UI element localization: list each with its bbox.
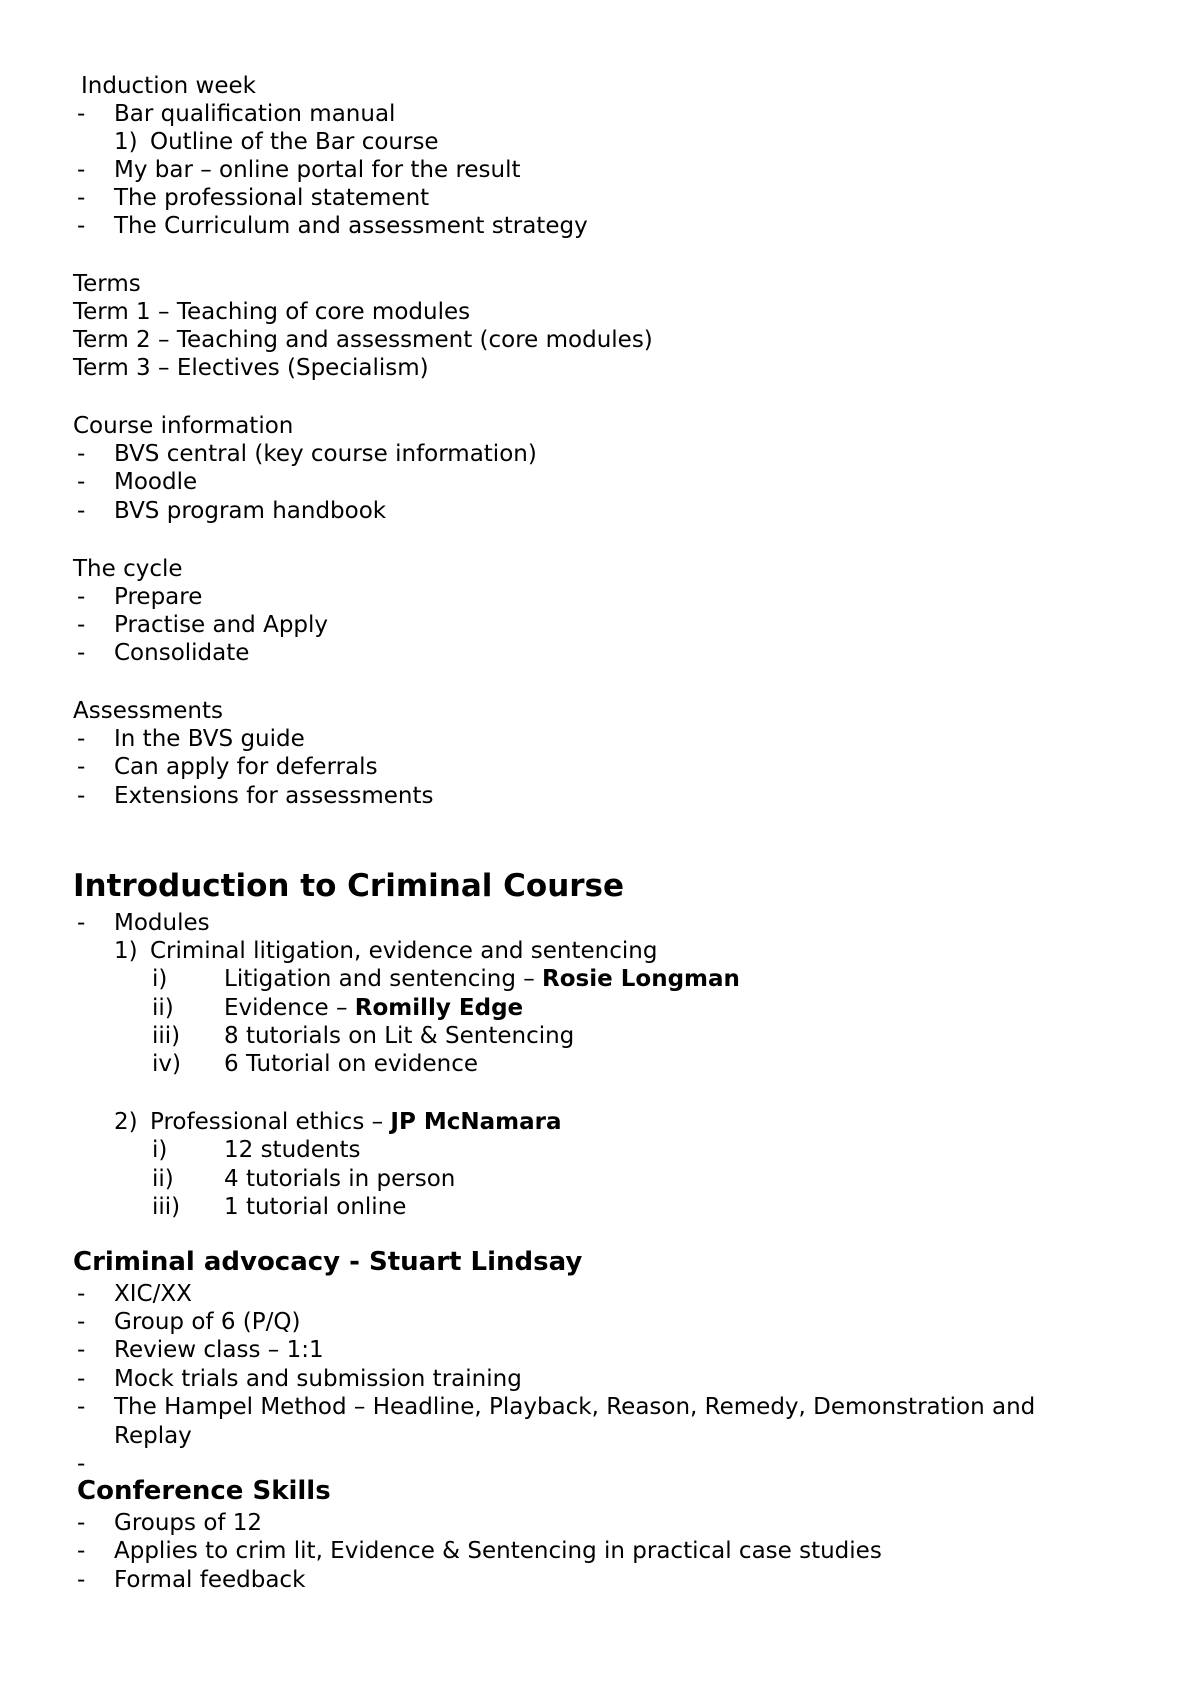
list-item: The Curriculum and assessment strategy xyxy=(114,213,588,239)
bullet-dash: - xyxy=(77,498,86,524)
list-item: Bar qualification manual xyxy=(114,101,396,127)
terms-title: Terms xyxy=(73,271,141,297)
roman-marker: i) xyxy=(152,1137,168,1163)
induction-title: Induction week xyxy=(81,73,256,99)
term-line: Term 3 – Electives (Specialism) xyxy=(73,355,429,381)
bullet-dash: - xyxy=(77,1538,86,1564)
list-item: BVS program handbook xyxy=(114,498,387,524)
list-item: Prepare xyxy=(114,584,203,610)
list-item: The professional statement xyxy=(114,185,430,211)
lecturer-name: Romilly Edge xyxy=(354,995,524,1021)
sub-item: Evidence – Romilly Edge xyxy=(224,995,524,1021)
sub-item: 8 tutorials on Lit & Sentencing xyxy=(224,1023,575,1049)
roman-marker: ii) xyxy=(152,995,174,1021)
list-item: Modules xyxy=(114,910,210,936)
list-item: Applies to crim lit, Evidence & Sentencing in practical case studies xyxy=(114,1538,882,1564)
list-item: Consolidate xyxy=(114,640,250,666)
bullet-dash: - xyxy=(77,101,86,127)
roman-marker: i) xyxy=(152,966,168,992)
list-item: Can apply for deferrals xyxy=(114,754,378,780)
sub-item: 12 students xyxy=(224,1137,361,1163)
advocacy-heading: Criminal advocacy - Stuart Lindsay xyxy=(73,1247,583,1277)
list-item: Practise and Apply xyxy=(114,612,329,638)
bullet-dash: - xyxy=(77,726,86,752)
sub-item: 1 tutorial online xyxy=(224,1194,407,1220)
bullet-dash: - xyxy=(77,584,86,610)
sub-item: 6 Tutorial on evidence xyxy=(224,1051,479,1077)
cycle-title: The cycle xyxy=(73,556,183,582)
list-item: Review class – 1:1 xyxy=(114,1337,324,1363)
list-item: Group of 6 (P/Q) xyxy=(114,1309,301,1335)
bullet-dash: - xyxy=(77,640,86,666)
numbered-marker: 1) xyxy=(114,938,138,964)
assessments-title: Assessments xyxy=(73,698,223,724)
sub-item: 4 tutorials in person xyxy=(224,1166,456,1192)
roman-marker: iv) xyxy=(152,1051,181,1077)
list-item: XIC/XX xyxy=(114,1281,192,1307)
bullet-dash: - xyxy=(77,441,86,467)
bullet-dash: - xyxy=(77,1309,86,1335)
bullet-dash: - xyxy=(77,157,86,183)
lecturer-name: Rosie Longman xyxy=(542,966,740,992)
list-item: In the BVS guide xyxy=(114,726,305,752)
module-title: Professional ethics – JP McNamara xyxy=(150,1109,562,1135)
bullet-dash: - xyxy=(77,1366,86,1392)
list-item-continuation: Replay xyxy=(114,1423,192,1449)
list-item: Mock trials and submission training xyxy=(114,1366,522,1392)
term-line: Term 2 – Teaching and assessment (core modules) xyxy=(73,327,653,353)
bullet-dash: - xyxy=(77,1394,86,1420)
bullet-dash: - xyxy=(77,1451,86,1477)
list-item: Moodle xyxy=(114,469,198,495)
bullet-dash: - xyxy=(77,1567,86,1593)
list-item: Extensions for assessments xyxy=(114,783,434,809)
roman-marker: ii) xyxy=(152,1166,174,1192)
bullet-dash: - xyxy=(77,910,86,936)
bullet-dash: - xyxy=(77,1281,86,1307)
roman-marker: iii) xyxy=(152,1023,181,1049)
sub-item: Litigation and sentencing – Rosie Longman xyxy=(224,966,740,992)
bullet-dash: - xyxy=(77,612,86,638)
bullet-dash: - xyxy=(77,1510,86,1536)
bullet-dash: - xyxy=(77,469,86,495)
list-item: Outline of the Bar course xyxy=(150,129,439,155)
list-item: Groups of 12 xyxy=(114,1510,263,1536)
term-line: Term 1 – Teaching of core modules xyxy=(73,299,471,325)
course-info-title: Course information xyxy=(73,413,294,439)
conference-heading: Conference Skills xyxy=(77,1476,331,1506)
list-item: Formal feedback xyxy=(114,1567,306,1593)
roman-marker: iii) xyxy=(152,1194,181,1220)
bullet-dash: - xyxy=(77,783,86,809)
numbered-marker: 2) xyxy=(114,1109,138,1135)
intro-heading: Introduction to Criminal Course xyxy=(73,868,625,904)
list-item: BVS central (key course information) xyxy=(114,441,537,467)
lecturer-name: JP McNamara xyxy=(390,1109,562,1135)
bullet-dash: - xyxy=(77,754,86,780)
module-title: Criminal litigation, evidence and sentencing xyxy=(150,938,658,964)
bullet-dash: - xyxy=(77,213,86,239)
bullet-dash: - xyxy=(77,185,86,211)
numbered-marker: 1) xyxy=(114,129,138,155)
bullet-dash: - xyxy=(77,1337,86,1363)
list-item: My bar – online portal for the result xyxy=(114,157,521,183)
list-item: The Hampel Method – Headline, Playback, Reason, Remedy, Demonstration and xyxy=(114,1394,1036,1420)
